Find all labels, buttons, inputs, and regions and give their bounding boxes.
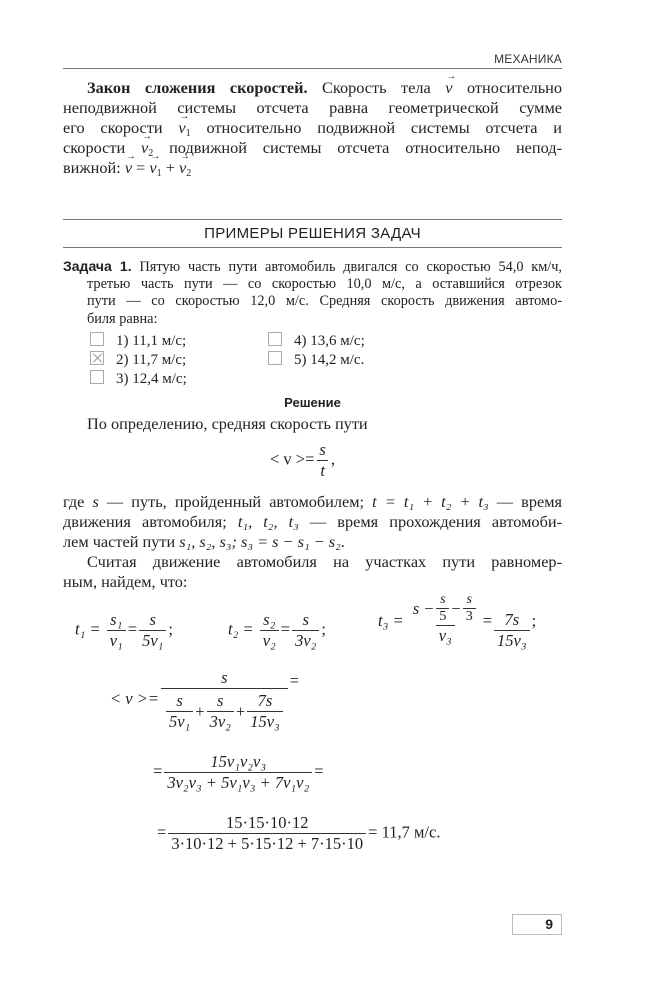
answer-option-1[interactable]: 1) 11,1 м/с; [90,332,186,350]
formula-t2: t₂ = $\frac{\text{s₂}}{\text{v₂}}$ = $\frac{s}{\text{3v₂}}$ ; [228,610,326,650]
task-text: Пятую часть пути автомобиль двигался со скоростью 54,0 км/ч, [139,259,563,275]
vector-v2: → v [141,138,148,158]
law-text: скорости [63,138,126,157]
task-text: пути — со скоростью 12,0 м/с. Средняя скорость движения автомо- [87,293,562,309]
law-text: относительно подвижной системы отсчета и [206,118,563,137]
header-rule [63,68,562,69]
solution-intro-text: По определению, средняя скорость пути [87,414,368,433]
page-number: 9 [545,916,553,932]
law-paragraph: Закон сложения скоростей. Скорость тела → v относительно неподвижной системы отсчета равна геометрической сумме его скорости → $v_1$ относительно подвижной системы отсчета и скорости → $v_2$ подвижной системы отсчета относительно непод- вижной: → v = → $v_1$ + → $v_2$ [63,78,562,178]
formula-step-1: < v >= s s 5v₁ + $\frac{s}{\text{3v₂}}$ + $\frac{7s}{\text{15v₃}}$ = [110,668,300,731]
formula-step-2: = $\frac{\text{15v₁v₂v₃}}{\text{3v₂v₃ + 5v₁v₃ + 7v₁v₂}}$ = [153,752,324,792]
checkbox-icon[interactable] [90,332,104,346]
task-statement [63,258,562,328]
task-text: третью часть пути — со скоростью 10,0 м/с, а оставшийся отрезок [87,275,562,292]
law-text: его скорости [63,118,163,137]
section-rule-top [63,219,562,220]
law-text: относительно [467,78,562,97]
section-rule-bottom [63,247,562,248]
checkbox-icon[interactable] [268,351,282,365]
answer-option-4[interactable]: 4) 13,6 м/с; [268,332,365,350]
law-text: вижной: [63,158,121,177]
law-text: неподвижной системы отсчета равна геометрической сумме [63,98,562,117]
law-title: Закон сложения скоростей. [87,78,308,97]
vector-v: → v [445,78,452,98]
task-label: Задача 1. [63,258,132,274]
law-text: подвижной системы отсчета относительно непод- [169,138,563,157]
section-title: ПРИМЕРЫ РЕШЕНИЯ ЗАДАЧ [204,225,421,242]
vector-v1: → v [178,118,185,138]
definitions-paragraph: где s — путь, пройденный автомобилем; t = t₁ + t₂ + t₃ — время движения автомобиля; t₁, t₂, t₃ — время прохождения автомоби- лем частей пути s₁, s₂, s₃; s₃ = s − s₁ − s₂. Считая движение автомобиля на участках пути равномер- ным, найдем, что: [63,492,563,591]
task-text: биля равна: [87,310,158,327]
checkbox-icon[interactable] [268,332,282,346]
law-text: Скорость тела [322,78,431,97]
formula-t1: t₁ = $\frac{\text{s₁}}{\text{v₁}}$ = $\frac{s}{\text{5v₁}}$ ; [75,610,173,650]
solution-intro [63,414,562,434]
checkbox-icon[interactable] [90,370,104,384]
running-title: МЕХАНИКА [494,52,562,66]
checkbox-checked-icon[interactable] [90,351,104,365]
average-speed-formula: < v >= $\frac{s}{t}$ , [270,440,335,480]
answer-option-3[interactable]: 3) 12,4 м/с; [90,370,187,388]
answer-option-5[interactable]: 5) 14,2 м/с. [268,351,364,369]
answer-option-2[interactable]: 2) 11,7 м/с; [90,351,186,369]
formula-t3: t₃ = s − $\frac{s}{5}$ − $\frac{s}{3}$ v₃ = $\frac{7s}{\text{15v₃}}$ ; [378,592,537,650]
law-formula: → v = → $v_1$ + → $v_2$ [125,158,191,177]
formula-step-3: = $\frac{15\cdot 15\cdot 10\cdot 12}{3\cdot 10\cdot 12 + 5\cdot 15\cdot 12 + 7\cdot 15\cdot 10}$ = 11,7 м/с. [157,813,441,853]
page-number-box [512,914,562,935]
solution-heading: Решение [284,395,341,410]
